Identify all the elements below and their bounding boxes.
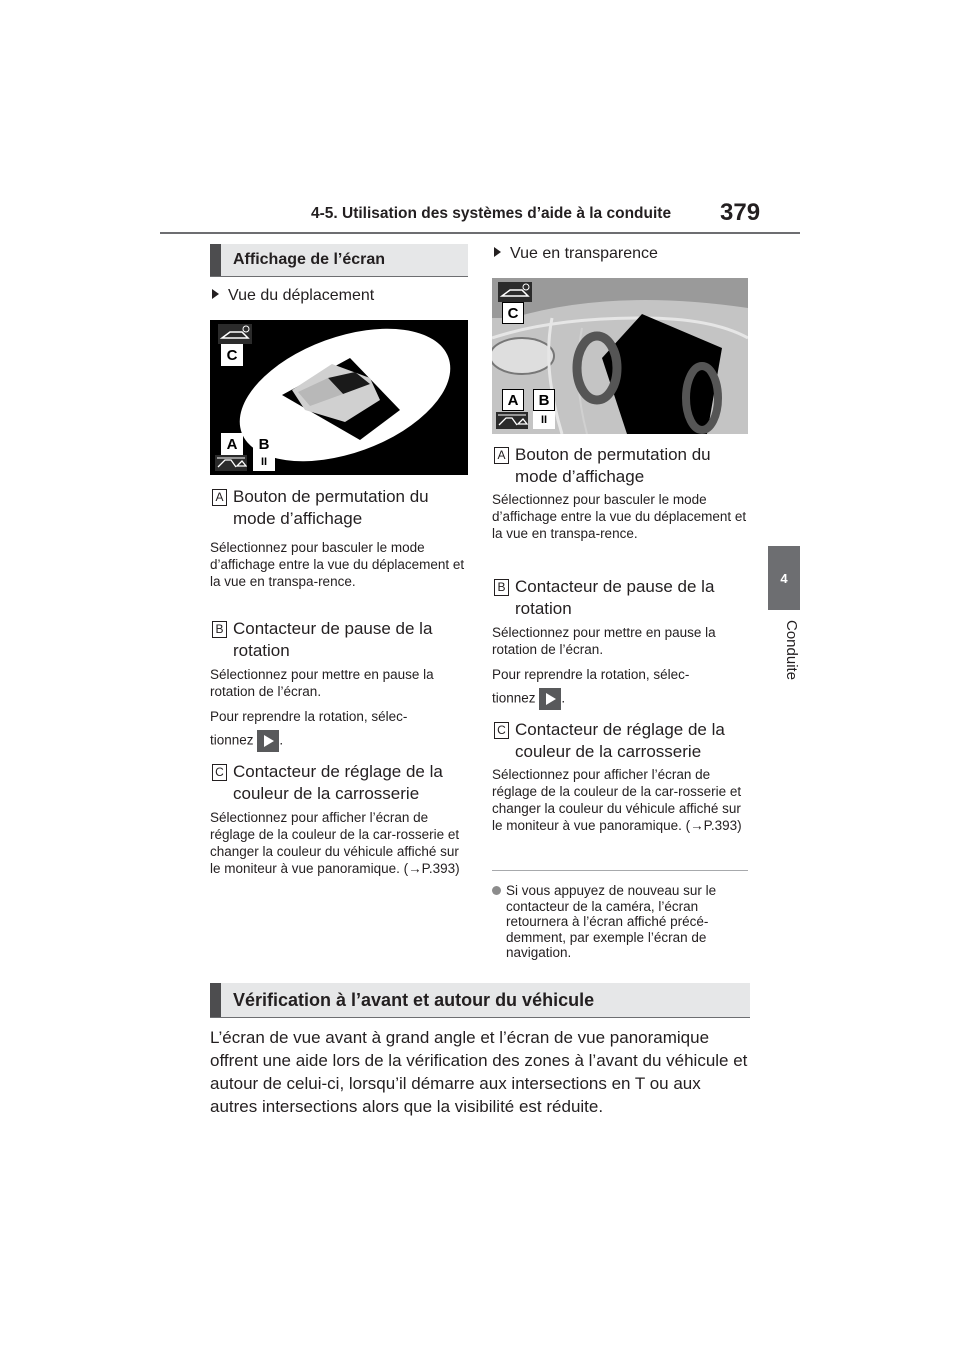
chapter-tab-label: Conduite (783, 620, 800, 681)
chapter-tab: 4 (768, 546, 800, 610)
body-paragraph: L’écran de vue avant à grand angle et l’écran de vue panoramique offrent une aide lors de la vérification des zones à l’avant du véhicule et autour de celui-ci, lorsqu’il démarre aux intersections en T ou aux autres intersections alors que la visibilité est réduite. (210, 1028, 748, 1116)
right-item-b-desc2: Pour reprendre la rotation, sélec- (492, 667, 690, 682)
left-item-b-title: B Contacteur de pause de la rotation (212, 618, 468, 662)
triangle-bullet-icon (494, 247, 501, 257)
view-switch-icon[interactable] (215, 455, 247, 471)
left-item-c-title: C Contacteur de réglage de la couleur de la carrosserie (212, 761, 468, 805)
label-a: A (212, 489, 227, 506)
rotation-pause-button[interactable]: B (253, 433, 275, 455)
right-item-c-title: C Contacteur de réglage de la couleur de la carrosserie (494, 719, 748, 763)
camera-icon[interactable] (498, 282, 532, 302)
right-item-b-title: B Contacteur de pause de la rotation (494, 576, 748, 620)
section-heading (210, 983, 750, 1018)
bullet-icon (492, 886, 501, 895)
label-c: C (212, 764, 227, 781)
body-color-button[interactable]: C (502, 302, 524, 324)
view-switch-icon[interactable] (496, 412, 528, 429)
rotation-pause-icon[interactable]: II (533, 411, 555, 429)
right-item-b-desc3: tionnez . (492, 688, 748, 710)
note: Si vous appuyez de nouveau sur le contacteur de la caméra, l’écran retournera à l’écran affiché précé-demment, par exemple l’écran de navigation. (492, 883, 748, 961)
section-heading-bar (210, 983, 221, 1017)
view-title-travel: Vue du déplacement (212, 287, 374, 305)
left-item-b-desc: Sélectionnez pour mettre en pause la rotation de l’écran. (210, 667, 434, 699)
transparent-view-screen (492, 278, 748, 434)
label-a: A (494, 447, 509, 464)
page-number: 379 (720, 199, 761, 226)
label-b: B (494, 579, 509, 596)
triangle-bullet-icon (212, 289, 219, 299)
label-c: C (494, 722, 509, 739)
view-title-transparent: Vue en transparence (494, 245, 658, 263)
rotation-pause-button[interactable]: B (533, 389, 555, 411)
resume-play-icon (539, 688, 561, 710)
right-item-b-desc: Sélectionnez pour mettre en pause la rotation de l’écran. (492, 625, 716, 657)
chapter-header: 4-5. Utilisation des systèmes d’aide à la conduite (311, 205, 672, 222)
view-switch-button[interactable]: A (502, 389, 524, 411)
camera-icon[interactable] (218, 324, 252, 344)
left-item-b-desc2: Pour reprendre la rotation, sélec- (210, 709, 408, 724)
section-heading (210, 244, 468, 277)
note-divider (492, 870, 748, 871)
left-item-b-desc3: tionnez . (210, 730, 468, 752)
section-heading-text: Vérification à l’avant et autour du véhicule (233, 989, 595, 1010)
left-item-c-desc: Sélectionnez pour afficher l’écran de réglage de la couleur de la car-rosserie et changer la couleur du véhicule affiché sur le moniteur à vue panoramique. (→P.393) (210, 810, 460, 876)
label-b: B (212, 621, 227, 638)
view-switch-button[interactable]: A (221, 433, 243, 455)
header-rule (160, 232, 800, 234)
section-heading-text: Affichage de l’écran (233, 251, 386, 268)
right-item-a-title: A Bouton de permutation du mode d’affichage (494, 444, 748, 488)
right-item-c-desc: Sélectionnez pour afficher l’écran de réglage de la couleur de la car-rosserie et changer la couleur du véhicule affiché sur le moniteur à vue panoramique. (→P.393) (492, 767, 742, 833)
left-item-a-desc: Sélectionnez pour basculer le mode d’affichage entre la vue du déplacement et la vue en transpa-rence. (210, 540, 465, 589)
body-color-button[interactable]: C (221, 344, 243, 366)
section-heading-bar (210, 244, 221, 276)
rotation-pause-icon[interactable]: II (253, 453, 275, 471)
left-item-a-title: A Bouton de permutation du mode d’affichage (212, 486, 468, 530)
resume-play-icon (257, 730, 279, 752)
right-item-a-desc: Sélectionnez pour basculer le mode d’affichage entre la vue du déplacement et la vue en transpa-rence. (492, 492, 747, 541)
travel-view-screen (210, 320, 468, 475)
